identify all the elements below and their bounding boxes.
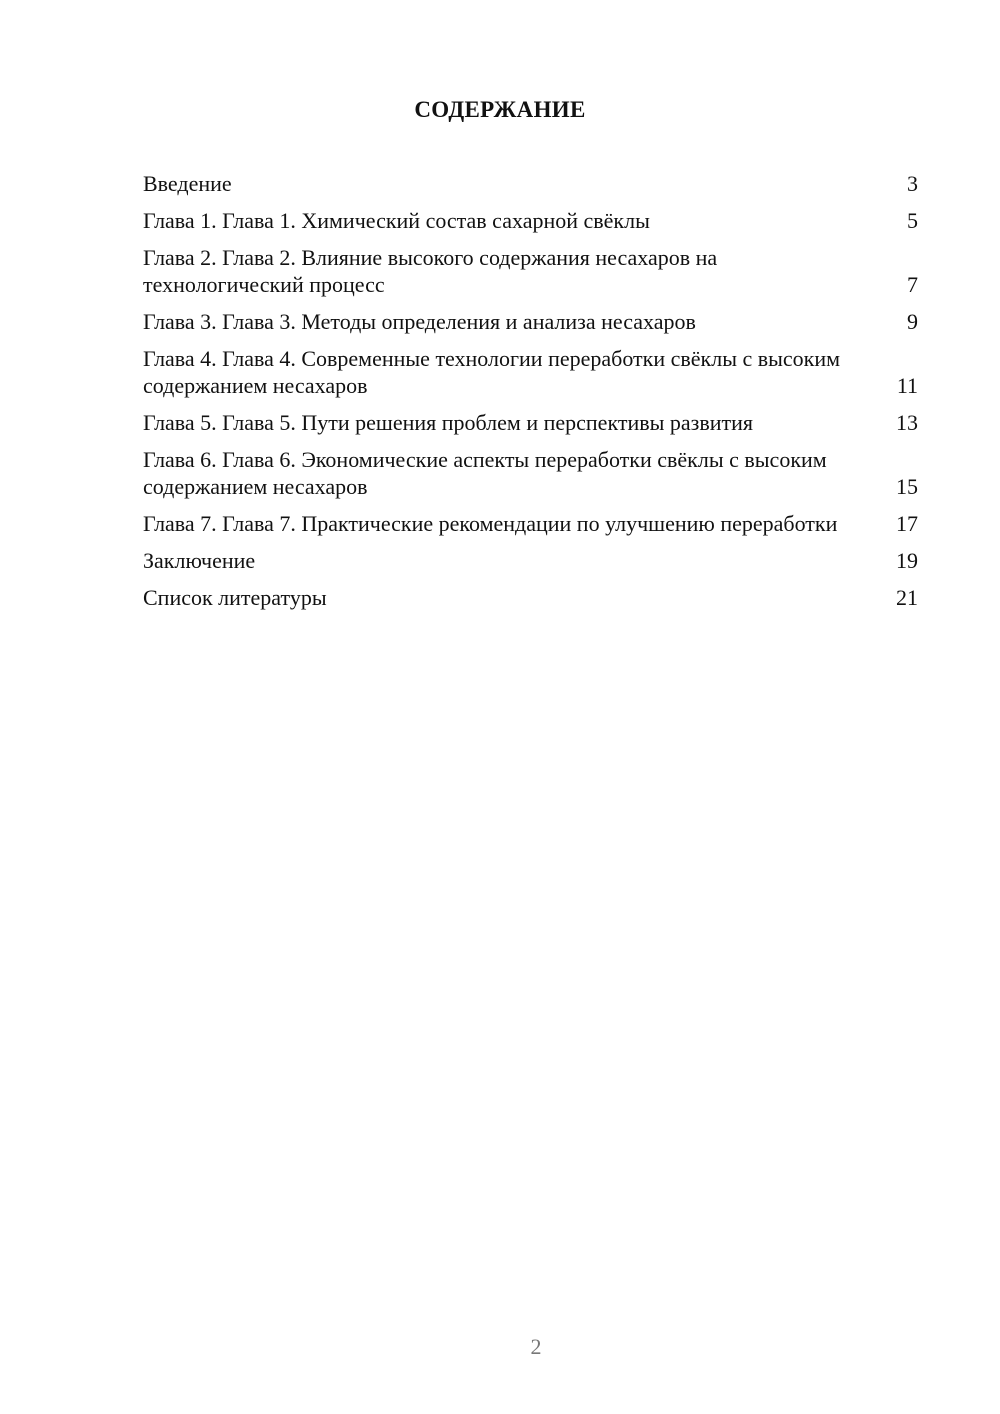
- toc-entry-page: 13: [896, 410, 918, 435]
- toc-entry-title: Список литературы: [143, 585, 327, 610]
- toc-entry-title: Глава 3. Глава 3. Методы определения и анализа несахаров: [143, 309, 696, 334]
- toc-entry-page: 17: [896, 511, 918, 536]
- toc-entry-title: Глава 4. Глава 4. Современные технологии переработки свёклы с высоким содержанием несахаров: [143, 346, 841, 398]
- toc-entry-title: Глава 7. Глава 7. Практические рекомендации по улучшению переработки: [143, 511, 838, 536]
- toc-entry-chapter-5: [143, 409, 918, 436]
- toc-entry-page: 15: [896, 474, 918, 499]
- toc-entry-page: 7: [907, 272, 918, 297]
- toc-entry-page: 19: [896, 548, 918, 573]
- page-number: 2: [530, 1334, 542, 1359]
- toc-entry-conclusion: [143, 547, 918, 574]
- toc-entry-chapter-4: [143, 345, 918, 399]
- toc-entry-chapter-3: [143, 308, 918, 335]
- toc-entry-title: Глава 1. Глава 1. Химический состав сахарной свёклы: [143, 208, 650, 233]
- toc-entry-chapter-7: [143, 510, 918, 537]
- toc-entry-page: 21: [896, 585, 918, 610]
- toc-entry-page: 11: [896, 373, 918, 398]
- toc-entry-title: Глава 5. Глава 5. Пути решения проблем и перспективы развития: [143, 410, 754, 435]
- toc-entry-page: 5: [907, 208, 918, 233]
- toc-entry-chapter-6: [143, 446, 918, 500]
- toc-entry-page: 9: [907, 309, 918, 334]
- table-of-contents: [143, 170, 918, 621]
- toc-entry-title: Глава 6. Глава 6. Экономические аспекты переработки свёклы с высоким содержанием несахаров: [143, 447, 827, 499]
- toc-entry-chapter-1: [143, 207, 918, 234]
- toc-entry-title: Заключение: [143, 548, 256, 573]
- toc-entry-title: Глава 2. Глава 2. Влияние высокого содержания несахаров на технологический процесс: [143, 245, 718, 297]
- toc-entry-references: [143, 584, 918, 611]
- toc-entry-title: Введение: [143, 171, 232, 196]
- toc-entry-chapter-2: [143, 244, 918, 298]
- toc-entry-introduction: [143, 170, 918, 197]
- toc-entry-page: 3: [907, 171, 918, 196]
- page-title: СОДЕРЖАНИЕ: [414, 97, 586, 122]
